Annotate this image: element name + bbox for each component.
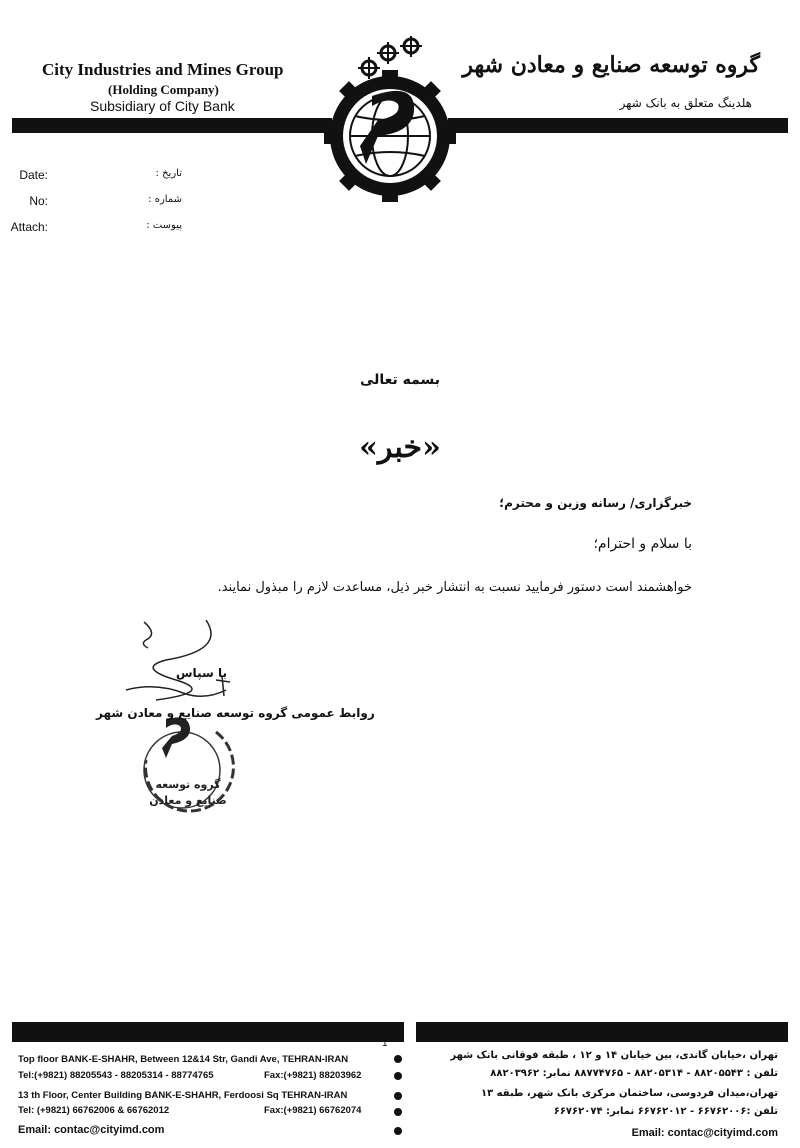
- number-label-fa: شماره :: [148, 194, 182, 205]
- holding-label-en: (Holding Company): [108, 82, 219, 97]
- date-label-fa: تاریخ :: [155, 168, 182, 179]
- news-heading: «خبر»: [359, 430, 441, 465]
- date-label-en: Date:: [19, 168, 48, 182]
- thanks-line: با سپاس: [176, 666, 227, 680]
- bullet-icon: [394, 1092, 402, 1100]
- signatory-line: روابط عمومی گروه توسعه صنایع و معادن شهر: [96, 706, 375, 720]
- bullet-icon: [394, 1108, 402, 1116]
- stamp-text-line2: صنایع و معادن: [149, 794, 227, 807]
- fax-line-1-en: Fax:(+9821) 88203962: [264, 1070, 362, 1081]
- phone-line-1-fa: تلفن : ۸۸۲۰۵۵۴۳ - ۸۸۲۰۵۳۱۴ - ۸۸۷۷۴۷۶۵ نمابر: ۸۸۲۰۳۹۶۲: [490, 1068, 778, 1079]
- address-line-2-fa: تهران،میدان فردوسی، ساختمان مرکزی بانک شهر، طبقه ۱۳: [480, 1088, 778, 1099]
- addressee-line: خبرگزاری/ رسانه وزین و محترم؛: [499, 496, 692, 510]
- number-label-en: No:: [29, 194, 48, 208]
- phone-line-2-fa: تلفن :۶۶۷۶۲۰۰۶ - ۶۶۷۶۲۰۱۲ نمابر: ۶۶۷۶۲۰۷۴: [553, 1106, 778, 1117]
- attach-label-en: Attach:: [10, 220, 48, 234]
- address-line-1-fa: تهران ،خیابان گاندی، بین خیابان ۱۴ و ۱۲ ، طبقه فوقانی بانک شهر: [450, 1050, 778, 1061]
- stamp-text-line1: گروه توسعه: [155, 778, 221, 791]
- phone-line-2-en: Tel: (+9821) 66762006 & 66762012: [18, 1105, 170, 1116]
- phone-line-1-en: Tel:(+9821) 88205543 - 88205314 - 88774765: [18, 1070, 214, 1081]
- address-line-2-en: 13 th Floor, Center Building BANK-E-SHAHR, Ferdoosi Sq TEHRAN-IRAN: [18, 1090, 348, 1101]
- attach-label-fa: پیوست :: [146, 220, 182, 231]
- footer-bar-left: [12, 1022, 404, 1042]
- email-en: Email: contac@cityimd.com: [18, 1124, 165, 1136]
- subsidiary-label-fa: هلدینگ متعلق به بانک شهر: [619, 96, 752, 110]
- page-mark: 1: [382, 1038, 388, 1049]
- bullet-icon: [394, 1072, 402, 1080]
- company-name-fa: گروه توسعه صنایع و معادن شهر: [462, 52, 760, 78]
- subsidiary-label-en: Subsidiary of City Bank: [90, 98, 235, 114]
- bullet-icon: [394, 1055, 402, 1063]
- header-bar-left: [12, 118, 332, 133]
- company-logo-icon: [320, 36, 460, 206]
- request-paragraph: خواهشمند است دستور فرمایید نسبت به انتشار خبر ذیل، مساعدت لازم را مبذول نمایند.: [217, 580, 692, 595]
- fax-line-2-en: Fax:(+9821) 66762074: [264, 1105, 362, 1116]
- address-line-1-en: Top floor BANK-E-SHAHR, Between 12&14 Str, Gandi Ave, TEHRAN-IRAN: [18, 1054, 349, 1065]
- footer-bar-right: [416, 1022, 788, 1042]
- company-name-en: City Industries and Mines Group: [42, 60, 284, 79]
- signature-stamp-icon: [96, 620, 326, 830]
- greeting-line: با سلام و احترام؛: [593, 536, 692, 552]
- bullet-icon: [394, 1127, 402, 1135]
- header-bar-right: [448, 118, 788, 133]
- email-fa-side: Email: contac@cityimd.com: [631, 1127, 778, 1139]
- bismillah-heading: بسمه تعالی: [359, 372, 441, 388]
